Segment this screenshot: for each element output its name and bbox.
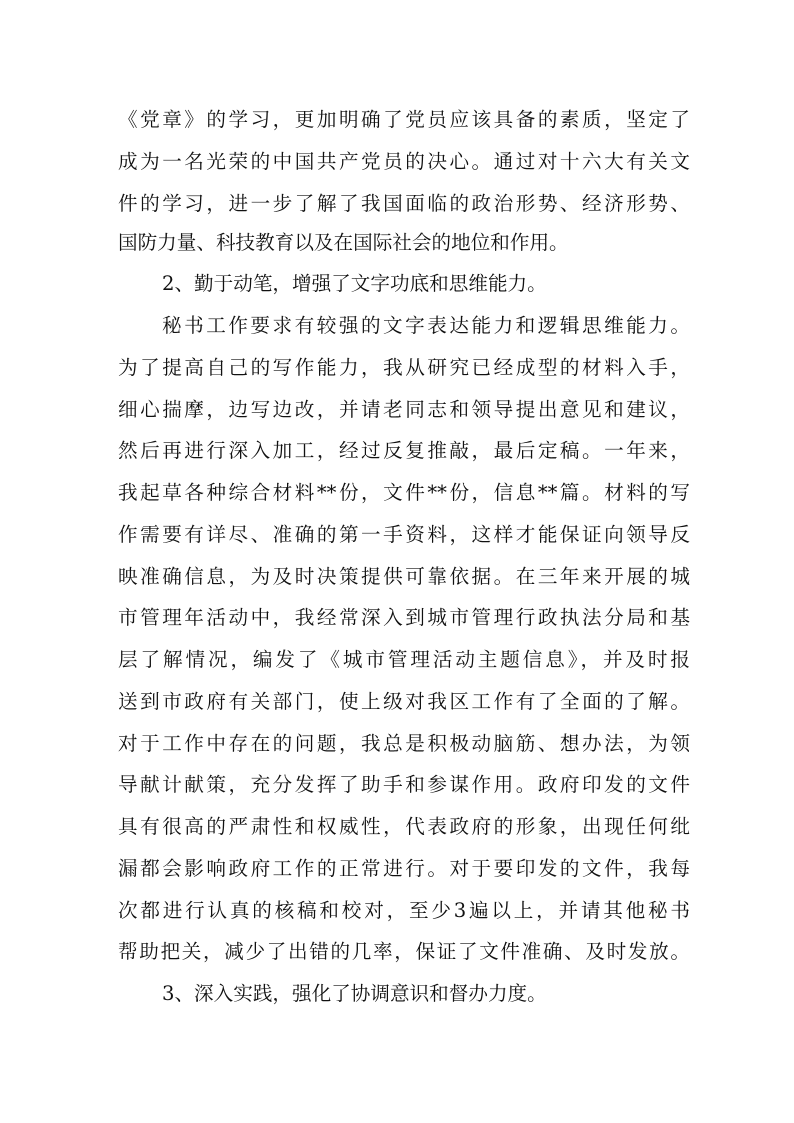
section-heading: 3、深入实践，强化了协调意识和督办力度。 <box>162 982 547 1005</box>
paragraph-line: 成为一名光荣的中国共产党员的决心。通过对十六大有关文 <box>118 150 690 173</box>
paragraph-line: 导献计献策，充分发挥了助手和参谋作用。政府印发的文件 <box>118 773 690 796</box>
paragraph-line: 次都进行认真的核稿和校对，至少3遍以上，并请其他秘书 <box>118 899 690 922</box>
paragraph-line: 具有很高的严肃性和权威性，代表政府的形象，出现任何纰 <box>118 815 690 838</box>
paragraph-line: 市管理年活动中，我经常深入到城市管理行政执法分局和基 <box>118 606 690 629</box>
paragraph-line: 为了提高自己的写作能力，我从研究已经成型的材料入手， <box>118 356 690 379</box>
paragraph-line: 我起草各种综合材料**份，文件**份，信息**篇。材料的写 <box>118 481 690 504</box>
paragraph-line: 漏都会影响政府工作的正常进行。对于要印发的文件，我每 <box>118 857 690 880</box>
paragraph-line: 件的学习，进一步了解了我国面临的政治形势、经济形势、 <box>118 192 690 215</box>
paragraph-line: 送到市政府有关部门，使上级对我区工作有了全面的了解。 <box>118 690 690 713</box>
paragraph-line: 细心揣摩，边写边改，并请老同志和领导提出意见和建议， <box>118 398 690 421</box>
paragraph-line: 层了解情况，编发了《城市管理活动主题信息》，并及时报 <box>118 648 690 671</box>
paragraph-line: 映准确信息，为及时决策提供可靠依据。在三年来开展的城 <box>118 565 690 588</box>
paragraph-line: 国防力量、科技教育以及在国际社会的地位和作用。 <box>118 231 569 254</box>
section-heading: 2、勤于动笔，增强了文字功底和思维能力。 <box>162 272 547 295</box>
paragraph-line: 秘书工作要求有较强的文字表达能力和逻辑思维能力。 <box>162 314 690 337</box>
paragraph-line: 对于工作中存在的问题，我总是积极动脑筋、想办法，为领 <box>118 732 690 755</box>
paragraph-line: 《党章》的学习，更加明确了党员应该具备的素质，坚定了 <box>118 108 690 131</box>
paragraph-line: 然后再进行深入加工，经过反复推敲，最后定稿。一年来， <box>118 439 690 462</box>
paragraph-line: 作需要有详尽、准确的第一手资料，这样才能保证向领导反 <box>118 523 690 546</box>
paragraph-line: 帮助把关，减少了出错的几率，保证了文件准确、及时发放。 <box>118 940 690 963</box>
